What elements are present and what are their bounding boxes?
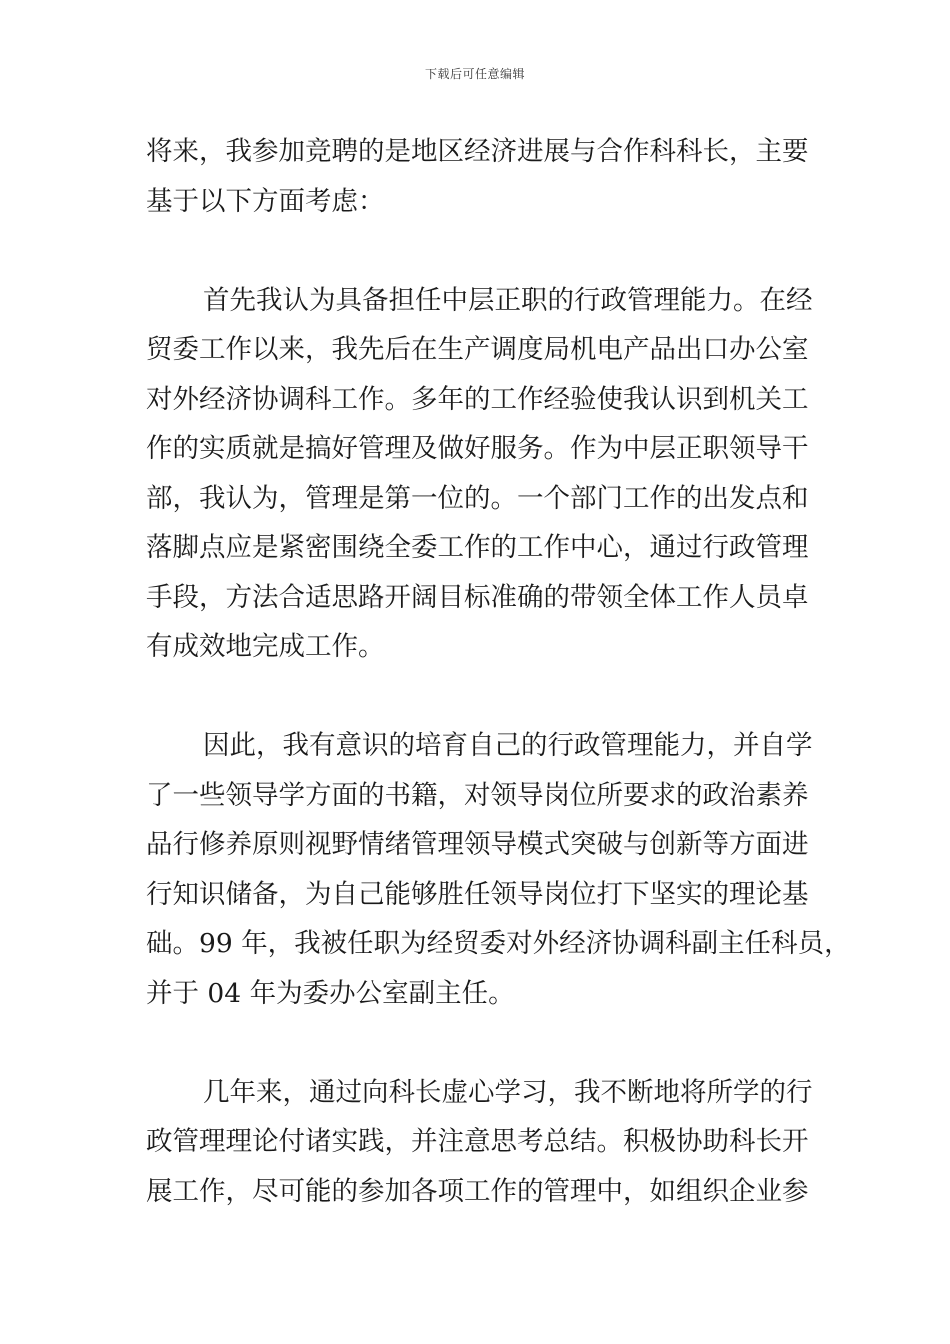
paragraph-2 xyxy=(146,276,826,672)
paragraph-line: 将来，我参加竞聘的是地区经济进展与合作科科长，主要 xyxy=(146,136,809,167)
paragraph-1 xyxy=(146,127,826,226)
paragraph-line: 展工作，尽可能的参加各项工作的管理中，如组织企业参 xyxy=(146,1175,809,1207)
paragraph-line: 落脚点应是紧密围绕全委工作的工作中心，通过行政管理 xyxy=(146,532,809,563)
page-header-note: 下载后可任意编辑 xyxy=(424,67,525,81)
paragraph-line: 并于 04 年为委办公室副主任。 xyxy=(146,977,515,1009)
paragraph-line: 作的实质就是搞好管理及做好服务。作为中层正职领导干 xyxy=(146,433,809,464)
paragraph-line: 了一些领导学方面的书籍，对领导岗位所要求的政治素养 xyxy=(146,779,809,811)
paragraph-line: 有成效地完成工作。 xyxy=(146,631,385,662)
paragraph-line: 政管理理论付诸实践，并注意思考总结。积极协助科长开 xyxy=(146,1126,809,1157)
paragraph-spacer xyxy=(146,1018,826,1068)
paragraph-line: 行知识储备，为自己能够胜任领导岗位打下坚实的理论基 xyxy=(146,878,809,910)
paragraph-spacer xyxy=(146,672,826,722)
paragraph-line: 基于以下方面考虑： xyxy=(146,185,385,217)
paragraph-line: 对外经济协调科工作。多年的工作经验使我认识到机关工 xyxy=(146,383,809,415)
document-body xyxy=(146,127,851,1216)
paragraph-line: 部，我认为，管理是第一位的。一个部门工作的出发点和 xyxy=(146,482,809,514)
paragraph-line: 品行修养原则视野情绪管理领导模式突破与创新等方面进 xyxy=(146,829,809,860)
paragraph-spacer xyxy=(146,226,826,276)
paragraph-line: 因此，我有意识的培育自己的行政管理能力，并自学 xyxy=(203,730,813,761)
paragraph-line: 手段，方法合适思路开阔目标准确的带领全体工作人员卓 xyxy=(146,581,809,613)
paragraph-line: 几年来，通过向科长虚心学习，我不断地将所学的行 xyxy=(203,1076,813,1108)
paragraph-line: 础。99 年，我被任职为经贸委对外经济协调科副主任科员， xyxy=(146,928,851,959)
paragraph-4 xyxy=(146,1068,826,1217)
paragraph-3 xyxy=(146,721,851,1018)
paragraph-line: 首先我认为具备担任中层正职的行政管理能力。在经 xyxy=(203,284,813,316)
paragraph-line: 贸委工作以来，我先后在生产调度局机电产品出口办公室 xyxy=(146,334,809,365)
